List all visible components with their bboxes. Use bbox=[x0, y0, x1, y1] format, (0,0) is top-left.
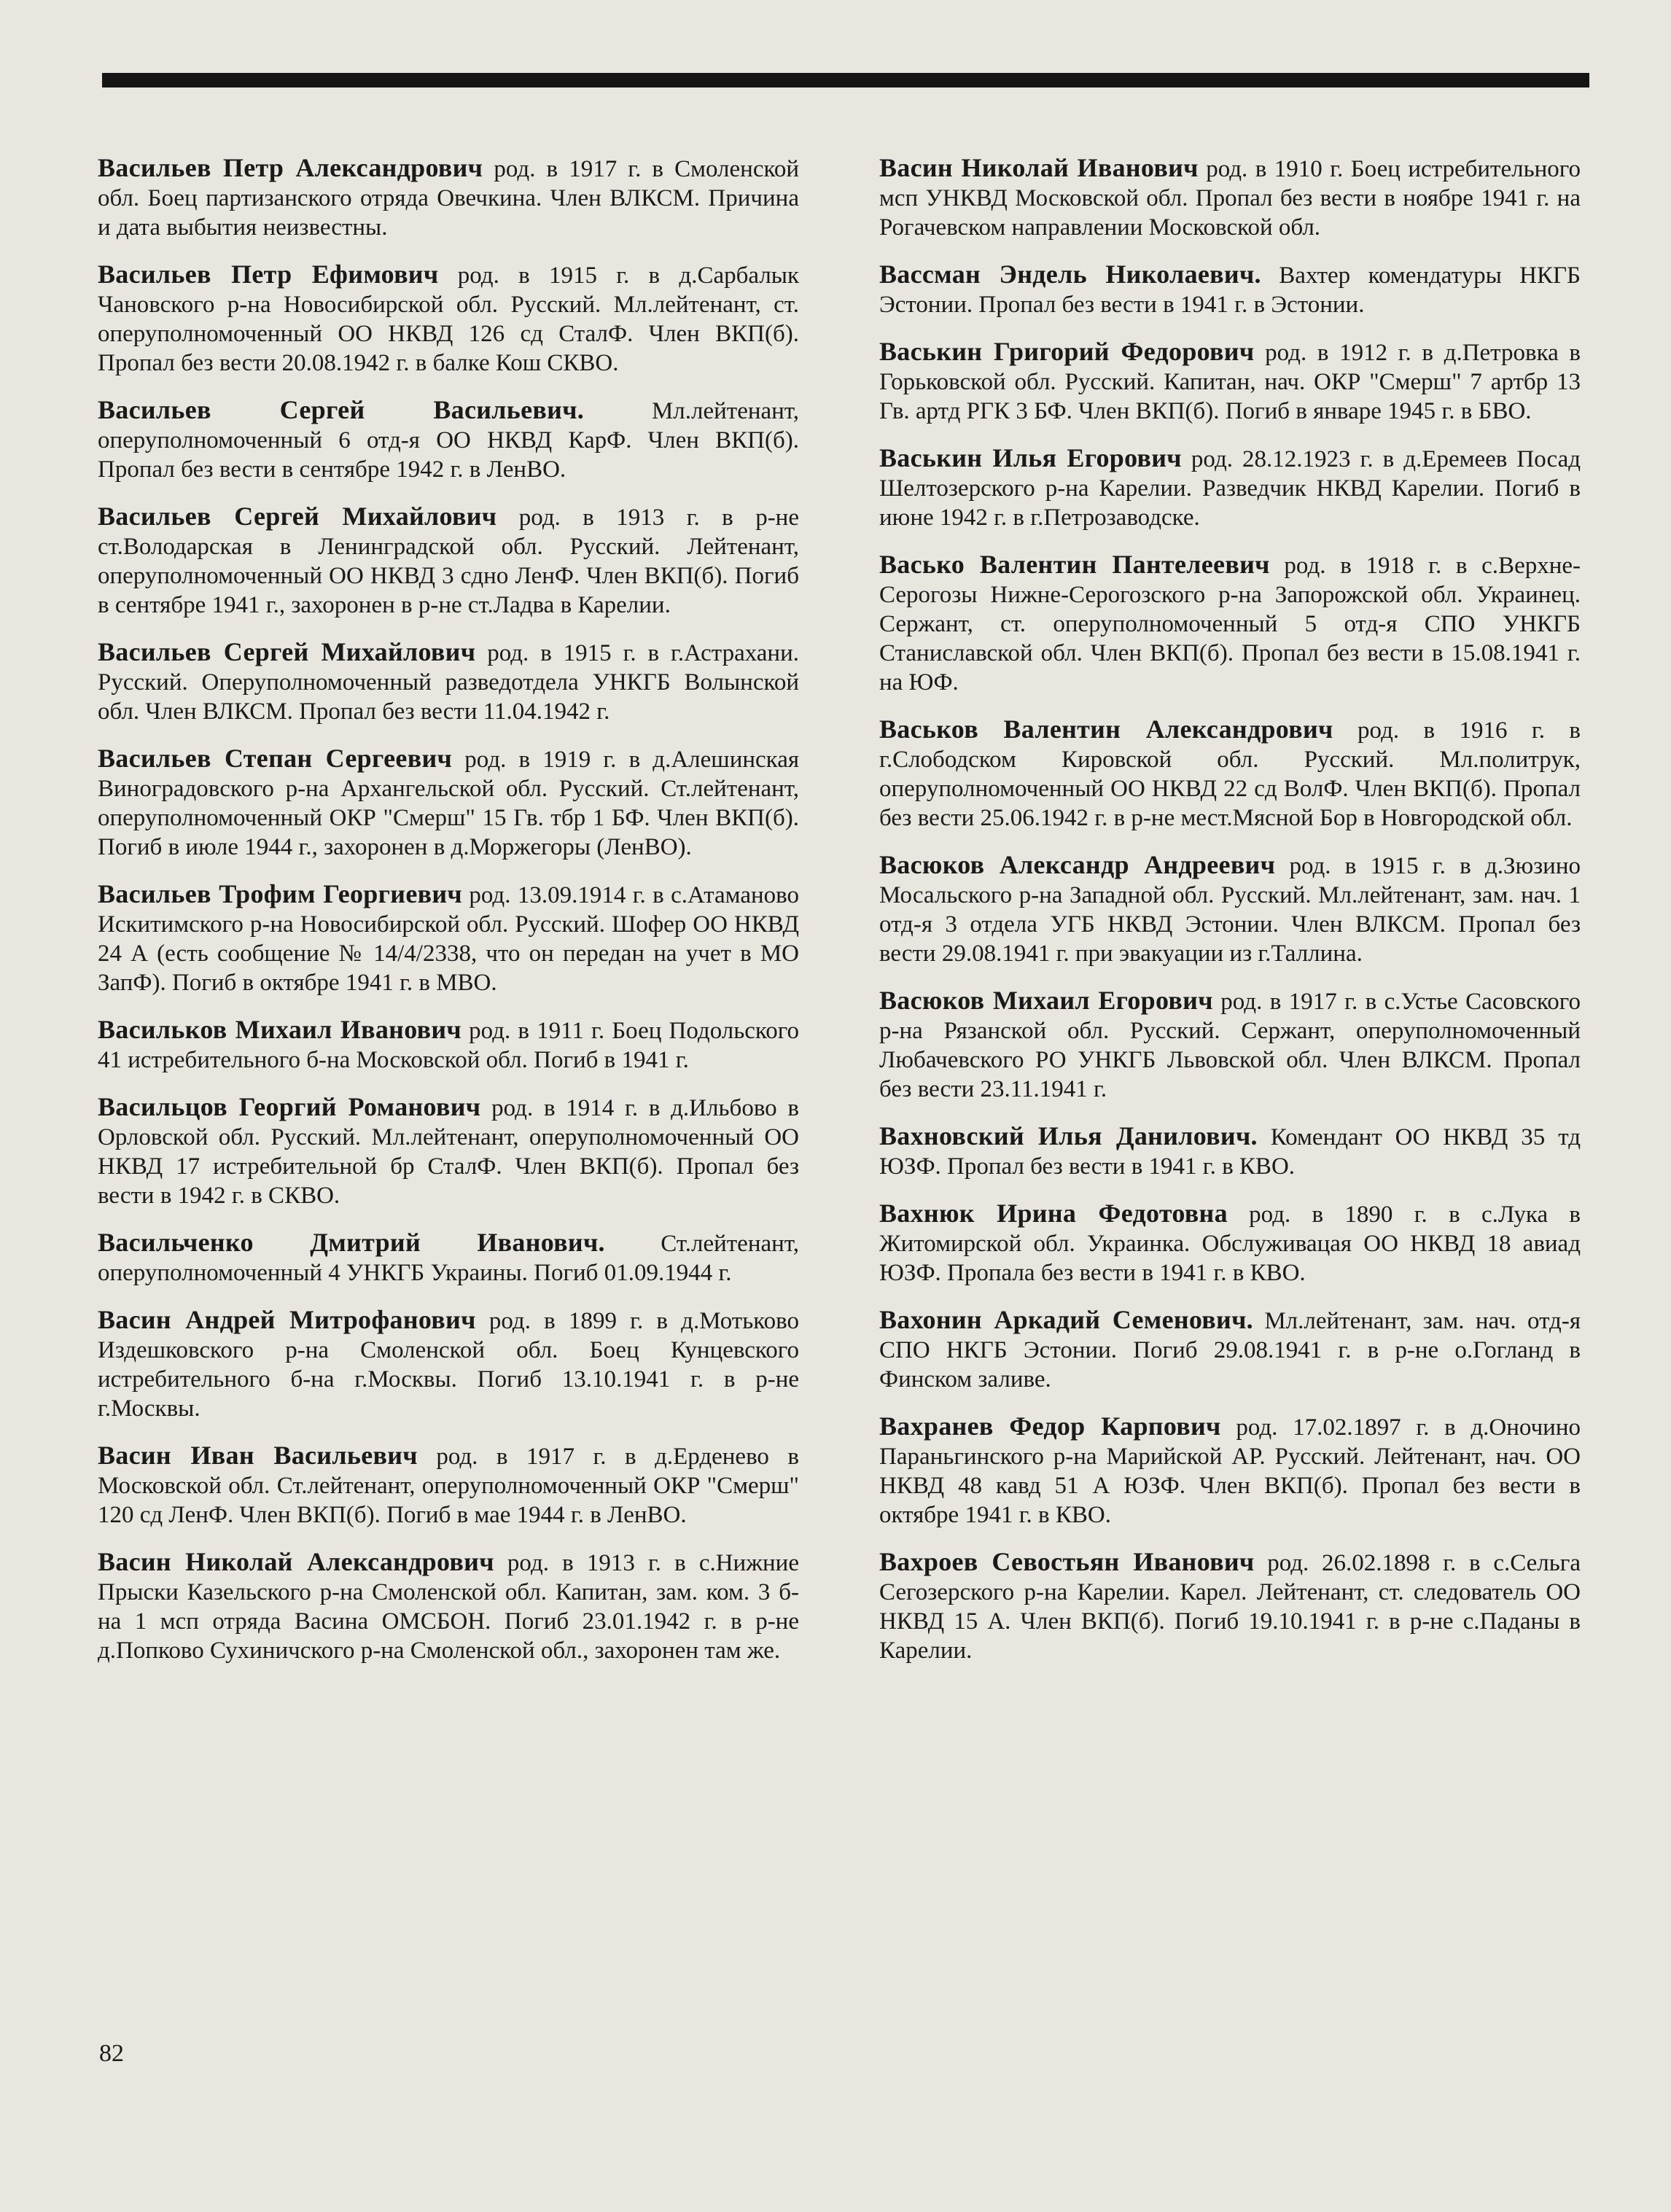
entry-text: род. в 1890 г. в с.Лука в Житомирской обл. Украинка. Обслуживацая ОО НКВД 18 авиад ЮЗФ. Пропала без вести в 1941 г. в КВО. bbox=[879, 1202, 1581, 1286]
entry-text: род. в 1913 г. в с.Нижние Прыски Казельского р-на Смоленской обл. Капитан, зам. ком. 3 б-на 1 мсп отряда Васина ОМСБОН. Погиб 23.01.1942 г. в р-не д.Попково Сухиничского р-на Смоленской обл., захоронен там же. bbox=[98, 1550, 799, 1664]
entry bbox=[879, 850, 1581, 968]
page-number: 82 bbox=[99, 2040, 124, 2067]
entry bbox=[98, 395, 799, 484]
entry-name: Васин Иван Васильевич bbox=[98, 1441, 418, 1470]
right-column bbox=[879, 153, 1581, 1683]
entry-text: род. 26.02.1898 г. в с.Сельга Сегозерского р-на Карелии. Карел. Лейтенант, ст. следователь ОО НКВД 15 А. Член ВКП(б). Погиб 19.10.1941 г. в р-не с.Паданы в Карелии. bbox=[879, 1550, 1581, 1664]
entry-text: Комендант ОО НКВД 35 тд ЮЗФ. Пропал без вести в 1941 г. в КВО. bbox=[879, 1124, 1581, 1180]
entry-text: род. в 1915 г. в г.Астрахани. Русский. Оперуполномоченный разведотдела УНКГБ Волынской обл. Член ВЛКСМ. Пропал без вести 11.04.1942 г. bbox=[98, 640, 799, 725]
entry bbox=[879, 550, 1581, 697]
entry-name: Васильцов Георгий Романович bbox=[98, 1092, 481, 1121]
entry-name: Вахнюк Ирина Федотовна bbox=[879, 1199, 1228, 1228]
entry-name: Васюков Михаил Егорович bbox=[879, 986, 1213, 1015]
entry bbox=[98, 1441, 799, 1530]
entry-text: род. в 1899 г. в д.Мотьково Издешковского р-на Смоленской обл. Боец Кунцевского истребительного б-на г.Москвы. Погиб 13.10.1941 г. в р-не г.Москвы. bbox=[98, 1308, 799, 1422]
entry bbox=[98, 879, 799, 997]
entry-name: Васильков Михаил Иванович bbox=[98, 1015, 462, 1044]
entry-text: род. в 1914 г. в д.Ильбово в Орловской обл. Русский. Мл.лейтенант, оперуполномоченный ОО НКВД 17 истребительной бр СталФ. Член ВКП(б). Пропал без вести в 1942 г. в СКВО. bbox=[98, 1095, 799, 1209]
entry-text: род. в 1918 г. в с.Верхне-Серогозы Нижне-Серогозского р-на Запорожской обл. Украинец. Сержант, ст. оперуполномоченный 5 отд-я СПО УНКГБ Станиславской обл. Член ВКП(б). Пропал без вести в 15.08.1941 г. на ЮФ. bbox=[879, 553, 1581, 696]
entry-name: Васин Николай Иванович bbox=[879, 153, 1199, 182]
entry bbox=[879, 443, 1581, 532]
entry bbox=[98, 1547, 799, 1665]
entry bbox=[879, 1547, 1581, 1665]
entry bbox=[879, 1121, 1581, 1181]
entry bbox=[98, 1092, 799, 1210]
entry-text: род. в 1913 г. в р-не ст.Володарская в Ленинградской обл. Русский. Лейтенант, оперуполномоченный ОО НКВД 3 сдно ЛенФ. Член ВКП(б). Погиб в сентябре 1941 г., захоронен в р-не ст.Ладва в Карелии. bbox=[98, 505, 799, 618]
entry-text: род. в 1910 г. Боец истребительного мсп УНКВД Московской обл. Пропал без вести в ноябре 1941 г. на Рогачевском направлении Московской обл. bbox=[879, 156, 1581, 241]
entry-text: род. в 1917 г. в д.Ерденево в Московской обл. Ст.лейтенант, оперуполномоченный ОКР "Смерш" 120 сд ЛенФ. Член ВКП(б). Погиб в мае 1944 г. в ЛенВО. bbox=[98, 1444, 799, 1528]
entry bbox=[879, 1199, 1581, 1288]
entry bbox=[879, 714, 1581, 833]
entry-name: Вахновский Илья Данилович. bbox=[879, 1121, 1258, 1150]
entry-text: род. в 1917 г. в с.Устье Сасовского р-на Рязанской обл. Русский. Сержант, оперуполномоченный Любачевского РО УНКГБ Львовской обл. Член ВЛКСМ. Пропал без вести 23.11.1941 г. bbox=[879, 989, 1581, 1102]
entry-text: род. в 1917 г. в Смоленской обл. Боец партизанского отряда Овечкина. Член ВЛКСМ. Причина и дата выбытия неизвестны. bbox=[98, 156, 799, 241]
entry-name: Васько Валентин Пантелеевич bbox=[879, 550, 1270, 579]
entry-name: Васильев Петр Ефимович bbox=[98, 260, 439, 289]
entry-name: Васин Николай Александрович bbox=[98, 1547, 494, 1576]
entry-name: Васильев Степан Сергеевич bbox=[98, 744, 453, 773]
entry-name: Васькин Григорий Федорович bbox=[879, 337, 1255, 366]
entry-text: род. в 1911 г. Боец Подольского 41 истребительного б-на Московской обл. Погиб в 1941 г. bbox=[98, 1018, 800, 1073]
entry bbox=[98, 1305, 799, 1423]
entry bbox=[98, 1015, 799, 1075]
entry bbox=[879, 153, 1581, 242]
entry bbox=[879, 337, 1581, 426]
entry-text: род. 13.09.1914 г. в с.Атаманово Искитимского р-на Новосибирской обл. Русский. Шофер ОО НКВД 24 А (есть сообщение № 14/4/2338, что он передан на учет в МО ЗапФ). Погиб в октябре 1941 г. в МВО. bbox=[98, 882, 799, 996]
entry-text: род. в 1919 г. в д.Алешинская Виноградовского р-на Архангельской обл. Русский. Ст.лейтенант, оперуполномоченный ОКР "Смерш" 15 Гв. тбр 1 БФ. Член ВКП(б). Погиб в июле 1944 г., захоронен в д.Моржегоры (ЛенВО). bbox=[98, 747, 800, 860]
entry-text: род. 17.02.1897 г. в д.Оночино Параньгинского р-на Марийской АР. Русский. Лейтенант, нач. ОО НКВД 48 кавд 51 А ЮЗФ. Член ВКП(б). Пропал без вести в октябре 1941 г. в КВО. bbox=[879, 1414, 1581, 1528]
entry bbox=[98, 744, 799, 862]
entry-text: Ст.лейтенант, оперуполномоченный 4 УНКГБ Украины. Погиб 01.09.1944 г. bbox=[98, 1231, 799, 1286]
entry-text: род. в 1912 г. в д.Петровка в Горьковской обл. Русский. Капитан, нач. ОКР "Смерш" 7 артбр 13 Гв. артд РГК 3 БФ. Член ВКП(б). Погиб в январе 1945 г. в БВО. bbox=[879, 340, 1581, 424]
entry-name: Вахонин Аркадий Семенович. bbox=[879, 1305, 1253, 1334]
entry bbox=[98, 1228, 799, 1288]
entry bbox=[879, 986, 1581, 1104]
entry-name: Васильев Трофим Георгиевич bbox=[98, 879, 462, 908]
entry bbox=[879, 1305, 1581, 1394]
entry bbox=[879, 260, 1581, 319]
entry-text: род. в 1916 г. в г.Слободском Кировской обл. Русский. Мл.политрук, оперуполномоченный ОО НКВД 22 сд ВолФ. Член ВКП(б). Пропал без вести 25.06.1942 г. в р-не мест.Мясной Бор в Новгородской обл. bbox=[879, 717, 1581, 831]
entry-name: Вахранев Федор Карпович bbox=[879, 1411, 1221, 1441]
header-rule bbox=[102, 73, 1589, 87]
entry bbox=[98, 153, 799, 242]
entry bbox=[98, 637, 799, 726]
entry-text: род. 28.12.1923 г. в д.Еремеев Посад Шелтозерского р-на Карелии. Разведчик НКВД Карелии. Погиб в июне 1942 г. в г.Петрозаводске. bbox=[879, 446, 1581, 531]
entry-text: Мл.лейтенант, зам. нач. отд-я СПО НКГБ Эстонии. Погиб 29.08.1941 г. в р-не о.Гогланд в Финском заливе. bbox=[879, 1308, 1581, 1393]
entry-name: Васильев Сергей Михайлович bbox=[98, 637, 476, 666]
entry-name: Вахроев Севостьян Иванович bbox=[879, 1547, 1255, 1576]
entry-text: род. в 1915 г. в д.Сарбалык Чановского р-на Новосибирской обл. Русский. Мл.лейтенант, ст. оперуполномоченный ОО НКВД 126 сд СталФ. Член ВКП(б). Пропал без вести 20.08.1942 г. в балке Кош СКВО. bbox=[98, 262, 799, 376]
left-column bbox=[98, 153, 799, 1683]
entry-text: Мл.лейтенант, оперуполномоченный 6 отд-я ОО НКВД КарФ. Член ВКП(б). Пропал без вести в сентябре 1942 г. в ЛенВО. bbox=[98, 398, 799, 483]
entry-name: Васин Андрей Митрофанович bbox=[98, 1305, 476, 1334]
entry-name: Васюков Александр Андреевич bbox=[879, 850, 1276, 879]
entry-name: Вассман Эндель Николаевич. bbox=[879, 260, 1261, 289]
entry-name: Васильев Сергей Васильевич. bbox=[98, 395, 585, 424]
entry-name: Васильев Сергей Михайлович bbox=[98, 502, 497, 531]
entry bbox=[879, 1411, 1581, 1530]
entry-name: Васьков Валентин Александрович bbox=[879, 714, 1333, 744]
entry bbox=[98, 260, 799, 378]
entry-text: род. в 1915 г. в д.Зюзино Мосальского р-на Западной обл. Русский. Мл.лейтенант, зам. нач. 1 отд-я 3 отдела УГБ НКВД Эстонии. Член ВЛКСМ. Пропал без вести 29.08.1941 г. при эвакуации из г.Таллина. bbox=[879, 853, 1581, 967]
entry-text: Вахтер комендатуры НКГБ Эстонии. Пропал без вести в 1941 г. в Эстонии. bbox=[879, 262, 1581, 318]
entry-name: Васильченко Дмитрий Иванович. bbox=[98, 1228, 605, 1257]
entry bbox=[98, 502, 799, 620]
entry-name: Васькин Илья Егорович bbox=[879, 443, 1182, 472]
entry-name: Васильев Петр Александрович bbox=[98, 153, 483, 182]
